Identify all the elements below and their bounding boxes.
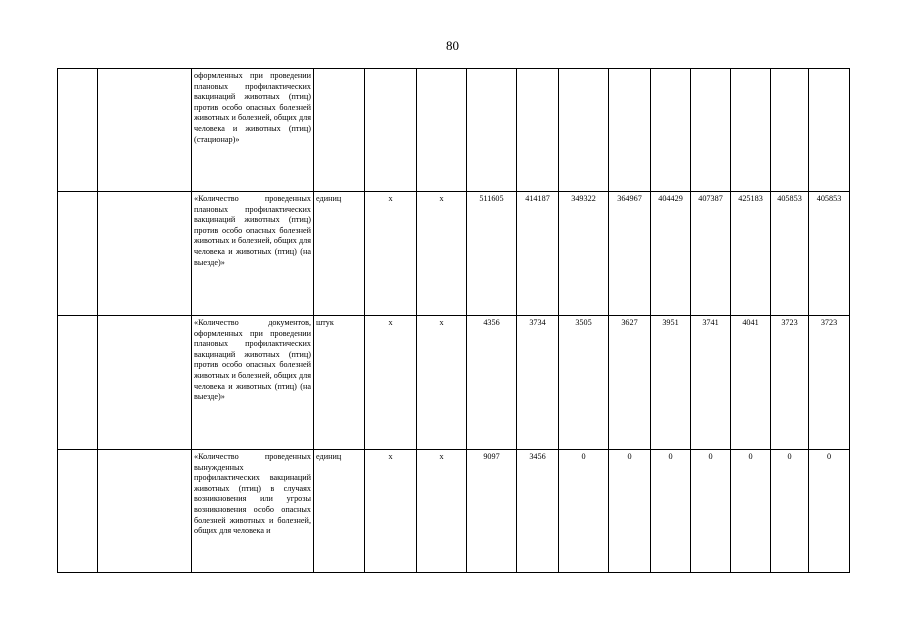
unit-cell: единиц [314, 450, 365, 573]
value-cell: 3734 [517, 316, 559, 450]
value-cell: 0 [559, 450, 609, 573]
table-row [58, 316, 850, 450]
value-cell: 0 [731, 450, 771, 573]
empty-cell [58, 316, 98, 450]
value-cell [609, 69, 651, 192]
value-cell: 405853 [771, 192, 809, 316]
indicator-table [57, 68, 850, 573]
value-cell [771, 69, 809, 192]
indicator-description: оформленных при проведении плановых профилактических вакцинаций животных (птиц) против особо опасных болезней животных и болезней, общих для человека и животных (птиц) (стационар)» [192, 69, 314, 192]
value-cell [365, 69, 417, 192]
value-cell: х [417, 316, 467, 450]
value-cell: х [365, 316, 417, 450]
value-cell [559, 69, 609, 192]
value-cell: х [365, 192, 417, 316]
value-cell: 4356 [467, 316, 517, 450]
value-cell: 364967 [609, 192, 651, 316]
empty-cell [58, 69, 98, 192]
table-row [58, 450, 850, 573]
value-cell: 414187 [517, 192, 559, 316]
value-cell [691, 69, 731, 192]
value-cell: х [365, 450, 417, 573]
table-row [58, 192, 850, 316]
value-cell: 9097 [467, 450, 517, 573]
unit-cell: единиц [314, 192, 365, 316]
value-cell: 0 [809, 450, 850, 573]
page-number: 80 [446, 38, 459, 53]
value-cell: 511605 [467, 192, 517, 316]
indicator-description: «Количество проведенных вынужденных профилактических вакцинаций животных (птиц) в случаях возникновения или угрозы возникновения особо опасных болезней животных и болезней, общих для человека и [192, 450, 314, 573]
value-cell: 3456 [517, 450, 559, 573]
value-cell: 3723 [771, 316, 809, 450]
value-cell: 3627 [609, 316, 651, 450]
indicator-description: «Количество документов, оформленных при проведении плановых профилактических вакцинаций животных (птиц) против особо опасных болезней животных и болезней, общих для человека и животных (птиц) (на выезде)» [192, 316, 314, 450]
value-cell [731, 69, 771, 192]
indicator-description: «Количество проведенных плановых профилактических вакцинаций животных (птиц) против особо опасных болезней животных и болезней, общих для человека и животных (птиц) (на выезде)» [192, 192, 314, 316]
empty-cell [98, 450, 192, 573]
value-cell: 407387 [691, 192, 731, 316]
value-cell [467, 69, 517, 192]
value-cell: 349322 [559, 192, 609, 316]
value-cell: 0 [771, 450, 809, 573]
empty-cell [98, 192, 192, 316]
value-cell: 4041 [731, 316, 771, 450]
value-cell: 0 [609, 450, 651, 573]
value-cell: 3723 [809, 316, 850, 450]
table-row [58, 69, 850, 192]
value-cell: х [417, 450, 467, 573]
value-cell: 425183 [731, 192, 771, 316]
value-cell: 0 [691, 450, 731, 573]
value-cell: 0 [651, 450, 691, 573]
value-cell [651, 69, 691, 192]
value-cell: х [417, 192, 467, 316]
empty-cell [58, 192, 98, 316]
empty-cell [58, 450, 98, 573]
unit-cell: штук [314, 316, 365, 450]
unit-cell [314, 69, 365, 192]
value-cell: 405853 [809, 192, 850, 316]
value-cell: 3505 [559, 316, 609, 450]
value-cell [417, 69, 467, 192]
value-cell: 404429 [651, 192, 691, 316]
value-cell [517, 69, 559, 192]
empty-cell [98, 69, 192, 192]
empty-cell [98, 316, 192, 450]
value-cell: 3951 [651, 316, 691, 450]
value-cell: 3741 [691, 316, 731, 450]
value-cell [809, 69, 850, 192]
